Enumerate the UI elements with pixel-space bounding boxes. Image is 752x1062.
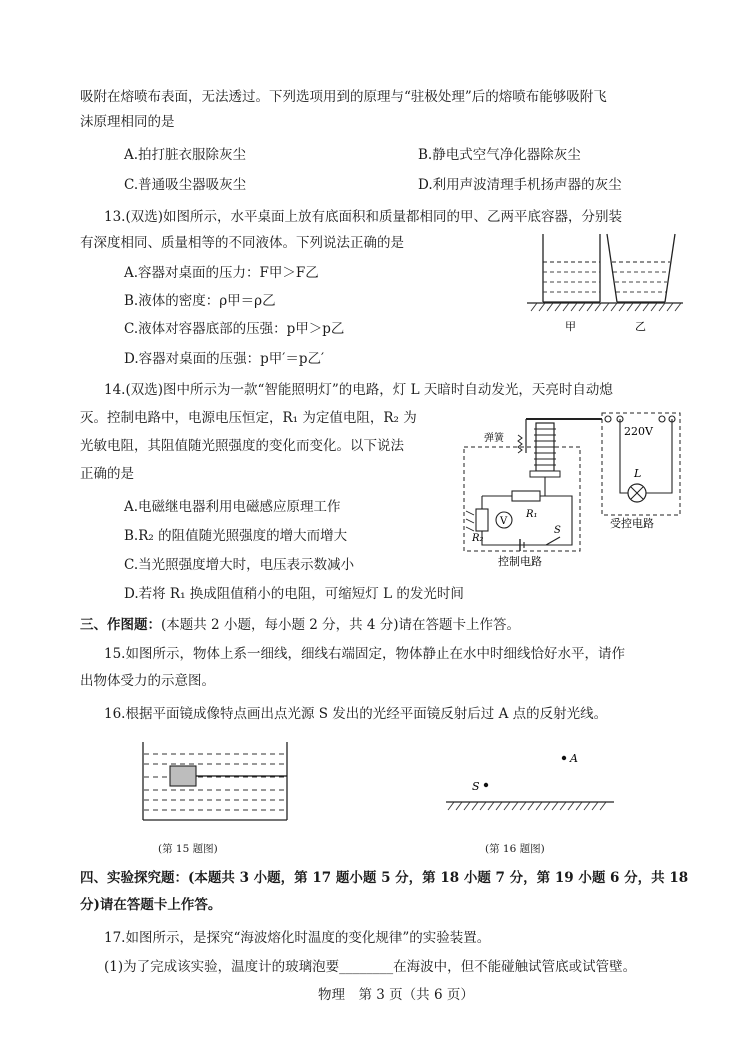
q17-stem: 17.如图所示，是探究“海波熔化时温度的变化规律”的实验装置。 bbox=[104, 930, 491, 946]
q14-option-b: B.R₂ 的阻值随光照强度的增大而增大 bbox=[124, 528, 348, 544]
point-s-label: S bbox=[472, 780, 480, 793]
switch-s bbox=[546, 537, 560, 545]
lamp-icon bbox=[628, 484, 646, 502]
q14-stem-line-4: 正确的是 bbox=[80, 466, 134, 482]
q15-water-figure bbox=[140, 740, 290, 822]
r1-label: R₁ bbox=[526, 509, 538, 520]
q16-caption: (第 16 题图) bbox=[485, 843, 545, 855]
controlled-circuit-label: 受控电路 bbox=[610, 517, 654, 530]
q12-option-d: D.利用声波清理手机扬声器的灰尘 bbox=[418, 177, 622, 193]
label-yi: 乙 bbox=[635, 320, 646, 333]
spring bbox=[518, 435, 522, 453]
section-3-instructions: (本题共 2 小题，每小题 2 分，共 4 分)请在答题卡上作答。 bbox=[161, 617, 521, 633]
page-footer: 物理 第 3 页（共 6 页） bbox=[318, 987, 474, 1003]
r2-label: R₂ bbox=[472, 533, 484, 544]
q15-stem-line-1: 15.如图所示，物体上系一细线，细线右端固定，物体静止在水中时细线恰好水平，请作 bbox=[104, 646, 625, 662]
intro-line-2: 沫原理相同的是 bbox=[80, 114, 175, 130]
section-4-heading-line-1: 四、实验探究题：(本题共 3 小题，第 17 题小题 5 分，第 18 小题 7 分，第 19 小题 6 分，共 18 bbox=[80, 870, 689, 886]
q14-option-a: A.电磁继电器利用电磁感应原理工作 bbox=[124, 499, 341, 515]
r2-photoresistor bbox=[476, 509, 488, 531]
point-a bbox=[562, 756, 566, 760]
voltage-label: 220V bbox=[624, 425, 653, 438]
q13-option-a: A.容器对桌面的压力：F甲＞F乙 bbox=[124, 265, 319, 281]
point-s bbox=[484, 783, 488, 787]
section-3-title: 三、作图题： bbox=[80, 617, 161, 633]
voltmeter-label: V bbox=[500, 516, 508, 527]
section-4-heading-line-2: 分)请在答题卡上作答。 bbox=[80, 897, 222, 913]
control-circuit-label: 控制电路 bbox=[498, 555, 542, 568]
q13-option-b: B.液体的密度：ρ甲＝ρ乙 bbox=[124, 293, 276, 309]
q13-option-c: C.液体对容器底部的压强：p甲＞p乙 bbox=[124, 321, 345, 337]
q14-stem-line-1: 14.(双选)图中所示为一款“智能照明灯”的电路，灯 L 天暗时自动发光，天亮时自动熄 bbox=[104, 382, 613, 398]
q13-stem-line-1: 13.(双选)如图所示，水平桌面上放有底面积和质量都相同的甲、乙两平底容器，分别装 bbox=[104, 209, 623, 225]
q14-option-d: D.若将 R₁ 换成阻值稍小的电阻，可缩短灯 L 的发光时间 bbox=[124, 586, 464, 602]
q13-containers-figure bbox=[525, 232, 685, 342]
q16-mirror-figure bbox=[440, 740, 620, 822]
q16-stem: 16.根据平面镜成像特点画出点光源 S 发出的光经平面镜反射后过 A 点的反射光线。 bbox=[104, 706, 608, 722]
q13-option-d: D.容器对桌面的压强：p甲′＝p乙′ bbox=[124, 351, 325, 367]
container-yi bbox=[607, 234, 675, 302]
q15-caption: (第 15 题图) bbox=[158, 843, 218, 855]
submerged-object bbox=[170, 766, 196, 786]
water-lines bbox=[144, 754, 286, 810]
q14-stem-line-2: 灭。控制电路中，电源电压恒定，R₁ 为定值电阻，R₂ 为 bbox=[80, 410, 417, 426]
section-3-heading bbox=[80, 616, 520, 634]
q14-stem-line-3: 光敏电阻，其阻值随光照强度的变化而变化。以下说法 bbox=[80, 438, 404, 454]
q12-option-b: B.静电式空气净化器除灰尘 bbox=[418, 147, 581, 163]
lamp-label: L bbox=[634, 467, 642, 480]
container-jia bbox=[543, 234, 600, 314]
q17-part-1: (1)为了完成该实验，温度计的玻璃泡要________在海波中，但不能碰触试管底或试管壁。 bbox=[104, 959, 637, 975]
point-a-label: A bbox=[570, 752, 578, 765]
relay-coil bbox=[530, 423, 560, 477]
q12-option-c: C.普通吸尘器吸灰尘 bbox=[124, 177, 247, 193]
q15-stem-line-2: 出物体受力的示意图。 bbox=[80, 673, 215, 689]
label-jia: 甲 bbox=[565, 320, 576, 333]
q12-option-a: A.拍打脏衣服除灰尘 bbox=[124, 147, 247, 163]
switch-label: S bbox=[554, 525, 561, 536]
r1-resistor bbox=[512, 491, 540, 501]
q14-option-c: C.当光照强度增大时，电压表示数减小 bbox=[124, 557, 355, 573]
q13-stem-line-2: 有深度相同、质量相等的不同液体。下列说法正确的是 bbox=[80, 235, 404, 251]
spring-label: 弹簧 bbox=[484, 433, 504, 444]
intro-line-1: 吸附在熔喷布表面，无法透过。下列选项用到的原理与“驻极处理”后的熔喷布能够吸附飞 bbox=[80, 89, 607, 105]
q14-circuit-figure bbox=[462, 405, 682, 575]
